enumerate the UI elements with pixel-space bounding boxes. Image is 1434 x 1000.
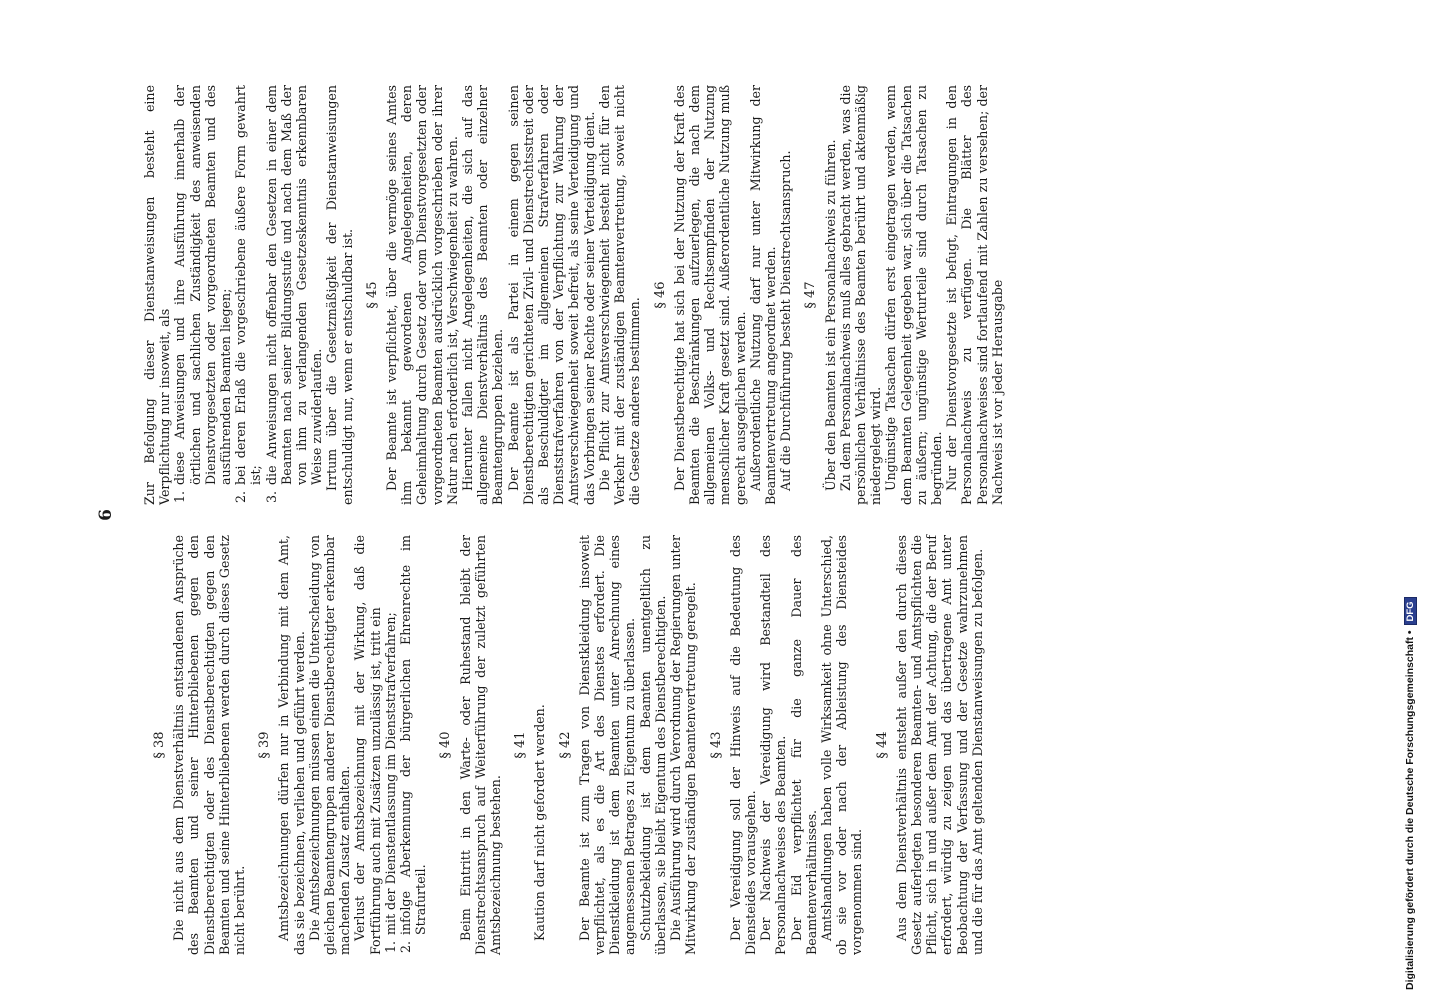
list-item [233,85,263,505]
list-item-number: 1. [172,490,188,503]
section-heading: § 47 [803,281,819,309]
section-heading: § 43 [708,731,724,759]
right-column [142,85,1005,505]
list-item-text: mit der Dienstentlassung im Dienststrafverfahren; [382,612,398,935]
list-item-number: 2. [398,940,414,953]
paragraph: Zu dem Personalnachweis muß alles gebracht werden, was die persönlichen Verhältnisse des Beamten berührt und aktenmäßig niedergelegt wird. [837,85,884,505]
paragraph: Der Vereidigung soll der Hinweis auf die Bedeutung des Diensteides vorausgehen. [727,535,758,955]
paragraph: Ungünstige Tatsachen dürfen erst eingetragen werden, wenn dem Beamten Gelegenheit gegeben war, sich über die Tatsachen zu äußern; ungünstige Werturteile sind durch Tatsachen zu begründen. [883,85,944,505]
section-heading: § 41 [513,731,529,759]
paragraph: Außerordentliche Nutzung darf nur unter Mitwirkung der Beamtenvertretung angeordnet werden. [747,85,778,505]
paragraph: Aus dem Dienstverhältnis entsteht außer den durch dieses Gesetz auferlegten besonderen Beamten- und Amtspflichten die Pflicht, sich in und außer dem Amt der Achtung, die der Beruf erfordert, würdig zu zeigen und das übertragene Amt unter Beobachtung der Verfassung und der Gesetze wahrzunehmen und die für das Amt geltenden Dienstanweisungen zu befolgen. [893,535,985,955]
list-item-text: die Anweisungen nicht offenbar den Gesetzen in einer dem Beamten nach seiner Bildungsstufe und nach dem Maß der von ihm zu verlangenden Gesetzeskenntnis erkennbaren Weise zuwiderlaufen. [263,85,325,485]
numbered-list [172,85,324,505]
paragraph: Verlust der Amtsbezeichnung mit der Wirkung, daß die Fortführung auch mit Zusätzen unzulässig ist, tritt ein [352,535,383,955]
paragraph: Auf die Durchführung besteht Dienstrechtsanspruch. [778,150,794,491]
paragraph: Amtshandlungen haben volle Wirksamkeit ohne Unterschied, ob sie vor oder nach der Ableistung des Diensteides vorgenommen sind. [818,535,865,955]
list-item [172,85,233,505]
section-heading: § 44 [874,731,890,759]
credit-text: Digitalisierung gefördert durch die Deutsche Forschungsgemeinschaft • [1404,630,1416,990]
section-heading: § 42 [557,731,573,759]
paragraph: Der Beamte ist verpflichtet, über die vermöge seines Amtes ihm bekannt gewordenen Angelegenheiten, deren Geheimhaltung durch Gesetz oder vom Dienstvorgesetzten oder vorgeordneten Beamten ausdrücklich vorgeschrieben oder ihrer Natur nach erforderlich ist, Verschwiegenheit zu wahren. [384,85,460,505]
numbered-list [383,535,429,955]
paragraph: Über den Beamten ist ein Personalnachweis zu führen. [822,139,838,491]
left-column [142,535,985,955]
paragraph: Nur der Dienstvorgesetzte ist befugt, Eintragungen in den Personalnachweis zu verfügen. Die Blätter des Personalnachweises sind fortlaufend mit Zahlen zu versehen; der Nachweis ist vor jeder Herausgabe [944,85,1005,505]
section-heading: § 39 [257,731,273,759]
section-heading: § 40 [438,731,454,759]
paragraph: Der Nachweis der Vereidigung wird Bestandteil des Personalnachweises des Beamten. [758,535,789,955]
paragraph: Der Beamte ist zum Tragen von Dienstkleidung insoweit verpflichtet, als es die Art des Dienstes erfordert. Die Dienstkleidung ist dem Beamten unter Anrechnung eines angemessenen Betrages zu Eigentum zu überlassen. [576,535,638,955]
digitization-credit [1404,597,1417,990]
paragraph: Die Pflicht zur Amtsverschwiegenheit besteht nicht für den Verkehr mit der zuständigen Beamtenvertretung, soweit nicht die Gesetze anderes bestimmen. [596,85,643,505]
paragraph: Kaution darf nicht gefordert werden. [532,704,548,941]
paragraph: Zur Befolgung dieser Dienstanweisungen besteht eine Verpflichtung nur insoweit, als [142,85,173,505]
paragraph: Die Amtsbezeichnungen müssen einen die Unterscheidung von gleichen Beamtengruppen anderer Dienstberechtigter erkennbar machenden Zusatz enthalten. [306,535,353,955]
list-item-number: 2. [233,490,249,503]
list-item-text: infolge Aberkennung der bürgerlichen Ehrenrechte im Strafurteil. [398,535,429,935]
paragraph: Die nicht aus dem Dienstverhältnis entstandenen Ansprüche des Beamten und seiner Hinterbliebenen gegen den Dienstberechtigten oder des Dienstberechtigten gegen den Beamten und seine Hinterbliebenen werden durch dieses Gesetz nicht berührt. [171,535,248,955]
list-item [398,535,428,955]
dfg-logo: DFG [1404,597,1417,625]
paragraph: Schutzbekleidung ist dem Beamten unentgeltlich zu überlassen, sie bleibt Eigentum des Dienstberechtigten. [637,535,668,955]
list-item-number: 3. [263,490,279,503]
paragraph: Der Dienstberechtigte hat sich bei der Nutzung der Kraft des Beamten die Beschränkungen aufzuerlegen, die nach dem allgemeinen Volks- und Rechtsempfinden der Nutzung menschlicher Kraft gesetzt sind. Außerordentliche Nutzung muß gerecht ausgeglichen werden. [671,85,748,505]
list-item [264,85,325,505]
list-item [383,535,398,955]
section-heading: § 45 [364,281,380,309]
paragraph: Die Ausführung wird durch Verordnung der Regierungen unter Mitwirkung der zuständigen Beamtenvertretung geregelt. [668,535,699,955]
list-item-text: bei deren Erlaß die vorgeschriebene äußere Form gewahrt ist; [233,85,264,485]
list-item-number: 1. [382,940,398,953]
page-number: 6 [96,509,116,521]
paragraph: Amtsbezeichnungen dürfen nur in Verbindung mit dem Amt, das sie bezeichnen, verliehen und geführt werden. [276,535,307,955]
list-item-text: diese Anweisungen und ihre Ausführung innerhalb der örtlichen und sachlichen Zuständigkeit des anweisenden Dienstvorgesetzten oder vorgeordneten Beamten und des ausführenden Beamten liegen; [172,85,234,485]
section-heading: § 38 [152,731,167,759]
paragraph: Beim Eintritt in den Warte- oder Ruhestand bleibt der Dienstrechtsanspruch auf Weiterführung der zuletzt geführten Amtsbezeichnung bestehen. [457,535,504,955]
paragraph: Irrtum über die Gesetzmäßigkeit der Dienstanweisungen entschuldigt nur, wenn er entschuldbar ist. [324,85,355,505]
section-heading: § 46 [652,281,668,309]
paragraph: Der Beamte ist als Partei in einem gegen seinen Dienstberechtigten gerichteten Zivil- und Dienstrechtsstreit oder als Beschuldigter im allgemeinen Strafverfahren oder Dienststrafverfahren von der Verpflichtung zur Wahrung der Amtsverschwiegenheit soweit befreit, als seine Verteidigung und das Vorbringen seiner Rechte oder seiner Verteidigung dient. [505,85,597,505]
paragraph: Hierunter fallen nicht Angelegenheiten, die sich auf das allgemeine Dienstverhältnis des Beamten oder einzelner Beamtengruppen beziehen. [460,85,506,505]
document-page [96,75,1325,955]
paragraph: Der Eid verpflichtet für die ganze Dauer des Beamtenverhältnisses. [788,535,819,955]
